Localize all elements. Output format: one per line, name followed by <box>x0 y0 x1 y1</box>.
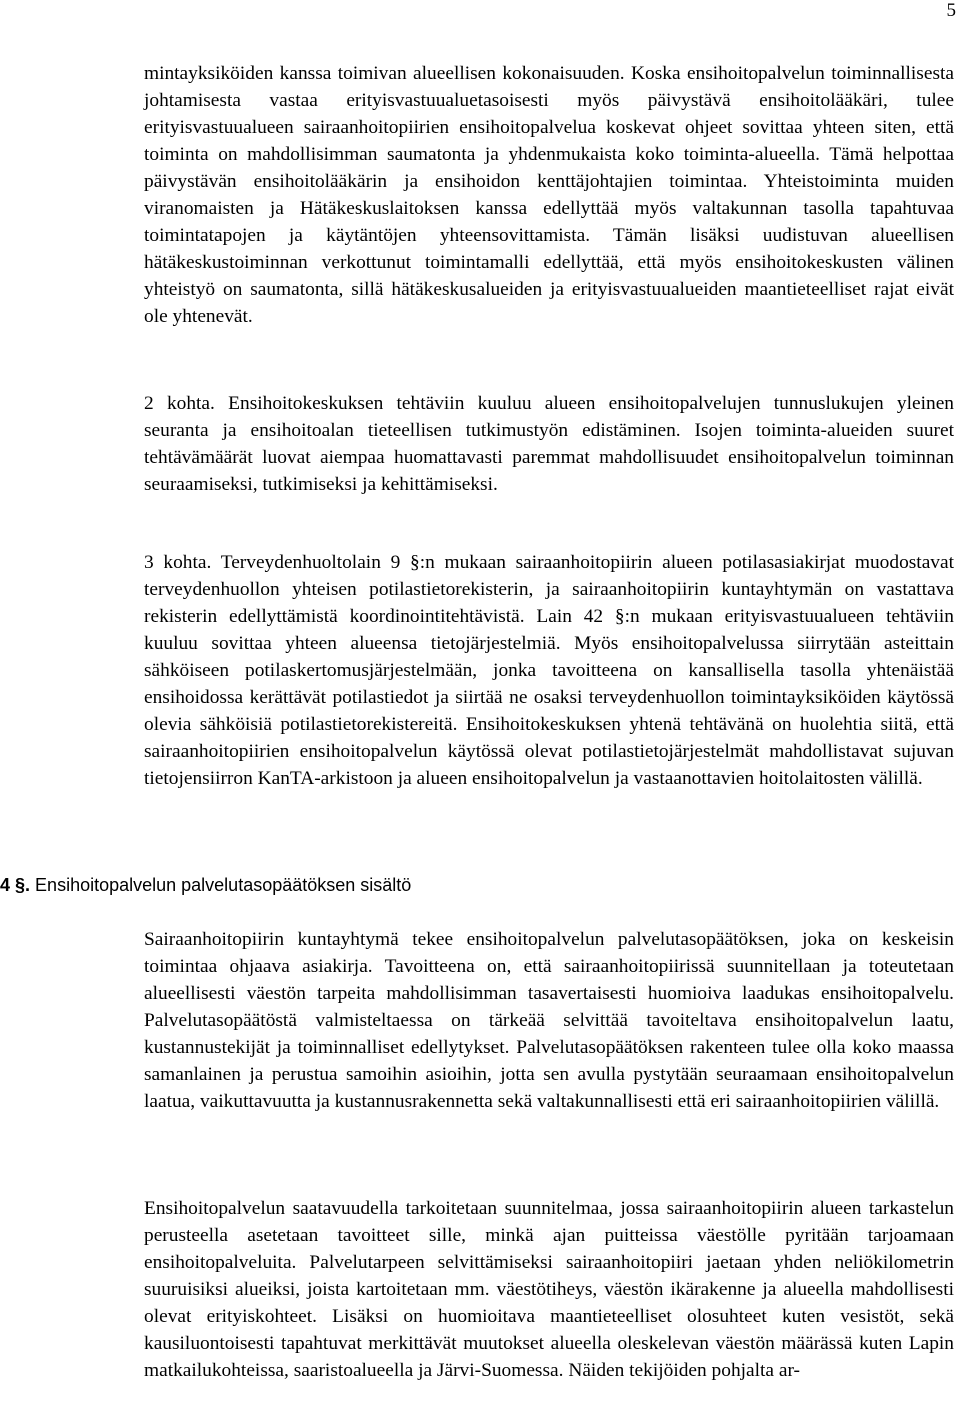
paragraph-kohta-3: 3 kohta. Terveydenhuoltolain 9 §:n mukaan sairaanhoitopiirin alueen potilasasiakirjat muodostavat terveydenhuollon yhteisen potilastietorekisterin, ja sairaanhoitopiirin kuntayhtymän on vastattava rekisterin edellyttämistä koordinointitehtävistä. Lain 42 §:n mukaan erityisvastuualueen tehtäviin kuuluu sovittaa yhteen alueensa tietojärjestelmiä. Myös ensihoitopalvelussa siirrytään asteittain sähköiseen potilaskertomusjärjestelmään, jonka tavoitteena on kansallisella tasolla yhtenäistää ensihoidossa kerättävät potilastiedot ja siirtää ne osaksi terveydenhuollon toimintayksiköiden käytössä olevia sähköisiä potilastietorekistereitä. Ensihoitokeskuksen yhtenä tehtävänä on huolehtia siitä, että sairaanhoitopiirien ensihoitopalvelun käytössä olevat potilastietojärjestelmät mahdollistavat sujuvan tietojensiirron KanTA-arkistoon ja alueen ensihoitopalvelun ja vastaanottavien hoitolaitosten välillä. <box>144 552 954 789</box>
page-number: 5 <box>946 0 956 21</box>
section-heading <box>0 872 411 899</box>
paragraph-saatavuus: Ensihoitopalvelun saatavuudella tarkoitetaan suunnitelmaa, jossa sairaanhoitopiirin alueen tarkastelun perusteella asetetaan tavoitteet sille, minkä ajan puitteissa väestölle pyritään tarjoamaan ensihoitopalveluita. Palvelutarpeen selvittämiseksi sairaanhoitopiiri jaetaan yhden neliökilometrin suuruisiksi alueiksi, joista kartoitetaan mm. väestötiheys, väestön ikärakenne ja alueella mahdollisesti olevat erityiskohteet. Lisäksi on huomioitava maantieteelliset olosuhteet kuten vesistöt, sekä kausiluontoisesti tapahtuvat merkittävät muutokset alueella oleskelevan väestön määrässä kuten Lapin matkailukohteissa, saaristoalueella ja Järvi-Suomessa. Näiden tekijöiden pohjalta ar- <box>144 1198 954 1381</box>
paragraph-ensihoitokeskus-cooperation: mintayksiköiden kanssa toimivan alueellisen kokonaisuuden. Koska ensihoitopalvelun toiminnallisesta johtamisesta vastaa erityisvastuualuetasoisesti myös päivystävä ensihoitolääkäri, tulee erityisvastuualueen sairaanhoitopiirien ensihoitopalvelua koskevat ohjeet sovittaa yhteen siten, että toiminta on mahdollisimman saumatonta ja yhdenmukaista koko toiminta-alueella. Tämä helpottaa päivystävän ensihoitolääkärin ja ensihoidon kenttäjohtajien toimintaa. Yhteistoiminta muiden viranomaisten ja Hätäkeskuslaitoksen kanssa edellyttää myös valtakunnan tasolla tapahtuvaa toimintatapojen ja käytäntöjen yhteensovittamista. Tämän lisäksi uudistuvan alueellisen hätäkeskustoiminnan verkottunut toimintamalli edellyttää, että myös ensihoitokeskusten välinen yhteistyö on saumatonta, sillä hätäkeskusalueiden ja erityisvastuualueiden maantieteelliset rajat eivät ole yhtenevät. <box>144 63 954 327</box>
paragraph-kohta-2: 2 kohta. Ensihoitokeskuksen tehtäviin kuuluu alueen ensihoitopalvelujen tunnuslukujen yleinen seuranta ja ensihoitoalan tieteellisen tutkimustyön edistäminen. Isojen toiminta-alueiden suuret tehtävämäärät luovat aiempaa huomattavasti paremmat mahdollisuudet ensihoitopalvelun toiminnan seuraamiseksi, tutkimiseksi ja kehittämiseksi. <box>144 393 954 495</box>
section-number: 4 §. <box>0 875 31 895</box>
section-title: Ensihoitopalvelun palvelutasopäätöksen sisältö <box>35 875 412 895</box>
paragraph-palvelutasopaatos: Sairaanhoitopiirin kuntayhtymä tekee ensihoitopalvelun palvelutasopäätöksen, joka on keskeisin toimintaa ohjaava asiakirja. Tavoitteena on, että sairaanhoitopiirissä suunnitellaan ja toteutetaan alueellisesti väestön tarpeita mahdollisimman tasavertaisesti huomioiva laadukas ensihoitopalvelu. Palvelutasopäätöstä valmisteltaessa on tärkeää selvittää tavoiteltava ensihoitopalvelun laatu, kustannustekijät ja toiminnalliset edellytykset. Palvelutasopäätöksen rakenteen tulee olla koko maassa samanlainen ja perustua samoihin asioihin, jotta sen avulla pystytään seuraamaan ensihoitopalvelun laatua, vaikuttavuutta ja kustannusrakennetta sekä valtakunnallisesti että eri sairaanhoitopiirien välillä. <box>144 929 954 1112</box>
